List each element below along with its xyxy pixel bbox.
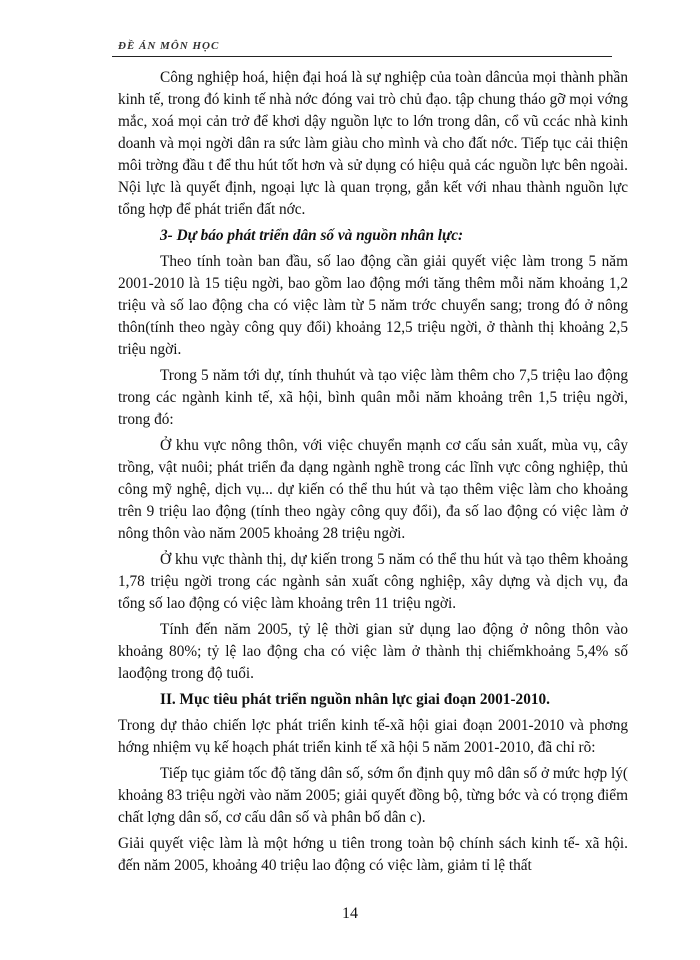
paragraph-7: Trong dự thảo chiến lợc phát triển kinh tế-xã hội giai đoạn 2001-2010 và phơng hớng nhiệm vụ kế hoạch phát triển kinh tế xã hội 5 năm 2001-2010, đã chỉ rõ: bbox=[118, 717, 628, 756]
paragraph-5: Ở khu vực thành thị, dự kiến trong 5 năm có thể thu hút và tạo thêm khoảng 1,78 triệu ngời trong các ngành sản xuất công nghiệp, xây dựng và dịch vụ, đa tổng số lao động có việc làm khoảng trên 11 triệu ngời. bbox=[118, 551, 628, 612]
document-header-label: ĐỀ ÁN MÔN HỌC bbox=[118, 40, 220, 52]
paragraph-2: Theo tính toàn ban đầu, số lao động cần giải quyết việc làm trong 5 năm 2001-2010 là 15 tiệu ngời, bao gồm lao động mới tăng thêm mỗi năm khoảng 1,2 triệu và số lao động cha có việc làm từ 5 năm trớc chuyển sang; trong đó ở nông thôn(tính theo ngày công quy đổi) khoảng 12,5 triệu ngời, ở thành thị khoảng 2,5 triệu ngời. bbox=[118, 253, 628, 358]
paragraph-1: Công nghiệp hoá, hiện đại hoá là sự nghiệp của toàn dâncủa mọi thành phần kinh tế, trong đó kinh tế nhà nớc đóng vai trò chủ đạo. tập chung tháo gỡ mọi vớng mắc, xoá mọi cản trở để khơi dậy nguồn lực to lớn trong dân, cổ vũ ccác nhà kinh doanh và mọi ngời dân ra sức làm giàu cho mình và cho đất nớc. Tiếp tục cải thiện môi trờng đầu t để thu hút tốt hơn và sử dụng có hiệu quả các nguồn lực bên ngoài. Nội lực là quyết định, ngoại lực là quan trọng, gắn kết với nhau thành nguồn lực tổng hợp để phát triển đất nớc. bbox=[118, 69, 628, 218]
section-heading: II. Mục tiêu phát triển nguồn nhân lực giai đoạn 2001-2010. bbox=[160, 691, 550, 708]
paragraph-6: Tính đến năm 2005, tỷ lệ thời gian sử dụng lao động ở nông thôn vào khoảng 80%; tỷ lệ lao động cha có việc làm ở thành thị chiếmkhoảng 5,4% số laođộng trong độ tuổi. bbox=[118, 621, 628, 682]
header-rule bbox=[112, 56, 612, 57]
paragraph-3: Trong 5 năm tới dự, tính thuhút và tạo việc làm thêm cho 7,5 triệu lao động trong các ngành kinh tế, xã hội, bình quân mỗi năm khoảng trên 1,5 triệu ngời, trong đó: bbox=[118, 367, 628, 428]
paragraph-8: Tiếp tục giảm tốc độ tăng dân số, sớm ổn định quy mô dân số ở mức hợp lý( khoảng 83 triệu ngời vào năm 2005; giải quyết đồng bộ, từng bớc và có trọng điểm chất lợng dân số, cơ cấu dân số và phân bố dân c). bbox=[118, 765, 628, 826]
subsection-heading: 3- Dự báo phát triển dân số và nguồn nhân lực: bbox=[160, 227, 464, 244]
paragraph-4: Ở khu vực nông thôn, với việc chuyển mạnh cơ cấu sản xuất, mùa vụ, cây trồng, vật nuôi; phát triển đa dạng ngành nghề trong các lĩnh vực công nghiệp, thủ công mỹ nghệ, dịch vụ... dự kiến có thể thu hút và tạo thêm việc làm cho khoảng trên 9 triệu lao động (tính theo ngày công quy đổi), đa số lao động có việc làm ở nông thôn vào năm 2005 khoảng 28 triệu ngời. bbox=[118, 437, 628, 542]
page-number: 14 bbox=[342, 905, 358, 922]
paragraph-9: Giải quyết việc làm là một hớng u tiên trong toàn bộ chính sách kinh tế- xã hội. đến năm 2005, khoảng 40 triệu lao động có việc làm, giảm tỉ lệ thất bbox=[118, 835, 628, 874]
page-content bbox=[118, 67, 628, 881]
